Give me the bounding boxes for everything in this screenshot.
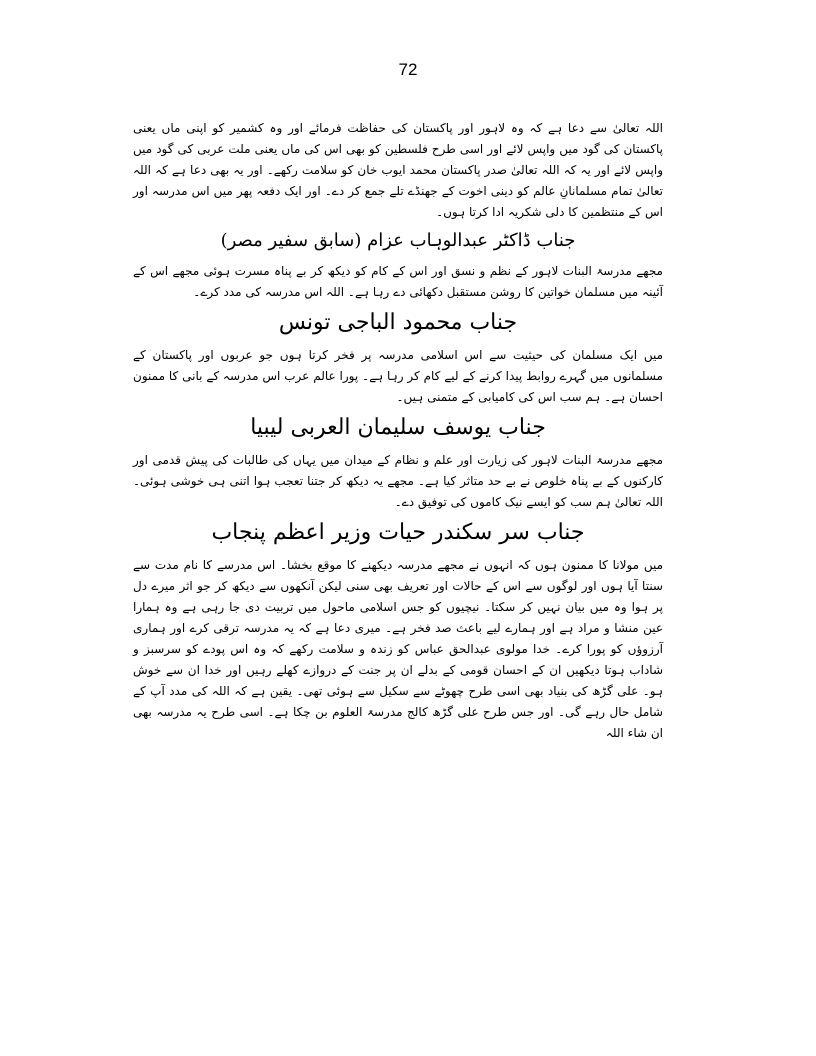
section-heading-yusuf-sulaiman: جناب یوسف سلیمان العربی لیبیا — [250, 415, 546, 440]
intro-paragraph: اللہ تعالیٰ سے دعا ہے کہ وہ لاہور اور پاکستان کی حفاظت فرمائے اور وہ کشمیر کو اپنی ماں یعنی پاکستان کی گود میں واپس لائے اور اسی طرح فلسطین کو بھی اس کی ماں یعنی ملت عربی کی گود میں واپس لائے اور یہ کہ اللہ تعالیٰ صدر پاکستان محمد ایوب خان کو سلامت رکھے۔ اور یہ بھی دعا ہے کہ اللہ تعالیٰ تمام مسلمانانِ عالم کو دینی اخوت کے جھنڈے تلے جمع کر دے۔ اور ایک دفعہ پھر میں اس مدرسہ اور اس کے منتظمین کا دلی شکریہ ادا کرتا ہوں۔ — [133, 121, 663, 219]
section-heading-sikandar-hayat: جناب سر سکندر حیات وزیر اعظم پنجاب — [211, 520, 585, 545]
section-heading-mahmood-al-baji: جناب محمود الباجی تونس — [278, 310, 518, 335]
section-paragraph-abdul-wahab-azzam: مجھے مدرسۃ البنات لاہور کے نظم و نسق اور اس کے کام کو دیکھ کر بے پناہ مسرت ہوئی مجھے اس کے آئینہ میں مسلمان خواتین کا روشن مستقبل دکھائی دے رہا ہے۔ اللہ اس مدرسہ کی مدد کرے۔ — [133, 264, 663, 299]
section-paragraph-sikandar-hayat: میں مولانا کا ممنون ہوں کہ انہوں نے مجھے مدرسہ دیکھنے کا موقع بخشا۔ اس مدرسے کا نام مدت سے سنتا آیا ہوں اور لوگوں سے اس کے حالات اور تعریف بھی سنی لیکن آنکھوں سے دیکھ کر جو اثر میرے دل پر ہوا وہ میں بیان نہیں کر سکتا۔ نیچیوں کو جس اسلامی ماحول میں تربیت دی جا رہی ہے وہ ہمارا عین منشا و مراد ہے اور ہمارے لیے باعث صد فخر ہے۔ میری دعا ہے کہ یہ مدرسہ ترقی کرے اور ہماری آرزوؤں کو پورا کرے۔ خدا مولوی عبدالحق عباس کو زندہ و سلامت رکھے کہ وہ اس پودے کو سرسبز و شاداب ہوتا دیکھیں ان کے احسان قومی کے بدلے ان پر جنت کے دروازے کھلے رہیں اور خدا ان سے خوش ہو۔ علی گڑھ کی بنیاد بھی اسی طرح چھوٹے سے سکیل سے ہوئی تھی۔ یقین ہے کہ اللہ کی مدد آپ کے شامل حال رہے گی۔ اور جس طرح علی گڑھ کالج مدرسۃ العلوم بن چکا ہے۔ اسی طرح یہ مدرسہ بھی ان شاء اللہ — [133, 558, 663, 740]
page-number: 72 — [398, 60, 418, 79]
section-heading-abdul-wahab-azzam: جناب ڈاکٹر عبدالوہاب عزام (سابق سفیر مصر) — [220, 230, 576, 251]
section-paragraph-yusuf-sulaiman: مجھے مدرسۃ البنات لاہور کی زیارت اور علم و نظام کے میدان میں یہاں کی طالبات کی پیش قدمی اور کارکنوں کے بے پناہ خلوص نے بے حد متاثر کیا ہے۔ مجھے یہ دیکھ کر جتنا تعجب ہوا اتنی ہی خوشی ہوئی۔ اللہ تعالیٰ ہم سب کو ایسے نیک کاموں کی توفیق دے۔ — [133, 453, 663, 509]
section-paragraph-mahmood-al-baji: میں ایک مسلمان کی حیثیت سے اس اسلامی مدرسہ پر فخر کرتا ہوں جو عربوں اور پاکستان کے مسلمانوں میں گہرے روابط پیدا کرنے کے لیے کام کر رہا ہے۔ پورا عالم عرب اس مدرسہ کے بانی کا ممنون احسان ہے۔ ہم سب اس کی کامیابی کے متمنی ہیں۔ — [133, 348, 663, 404]
page-content — [133, 118, 663, 744]
